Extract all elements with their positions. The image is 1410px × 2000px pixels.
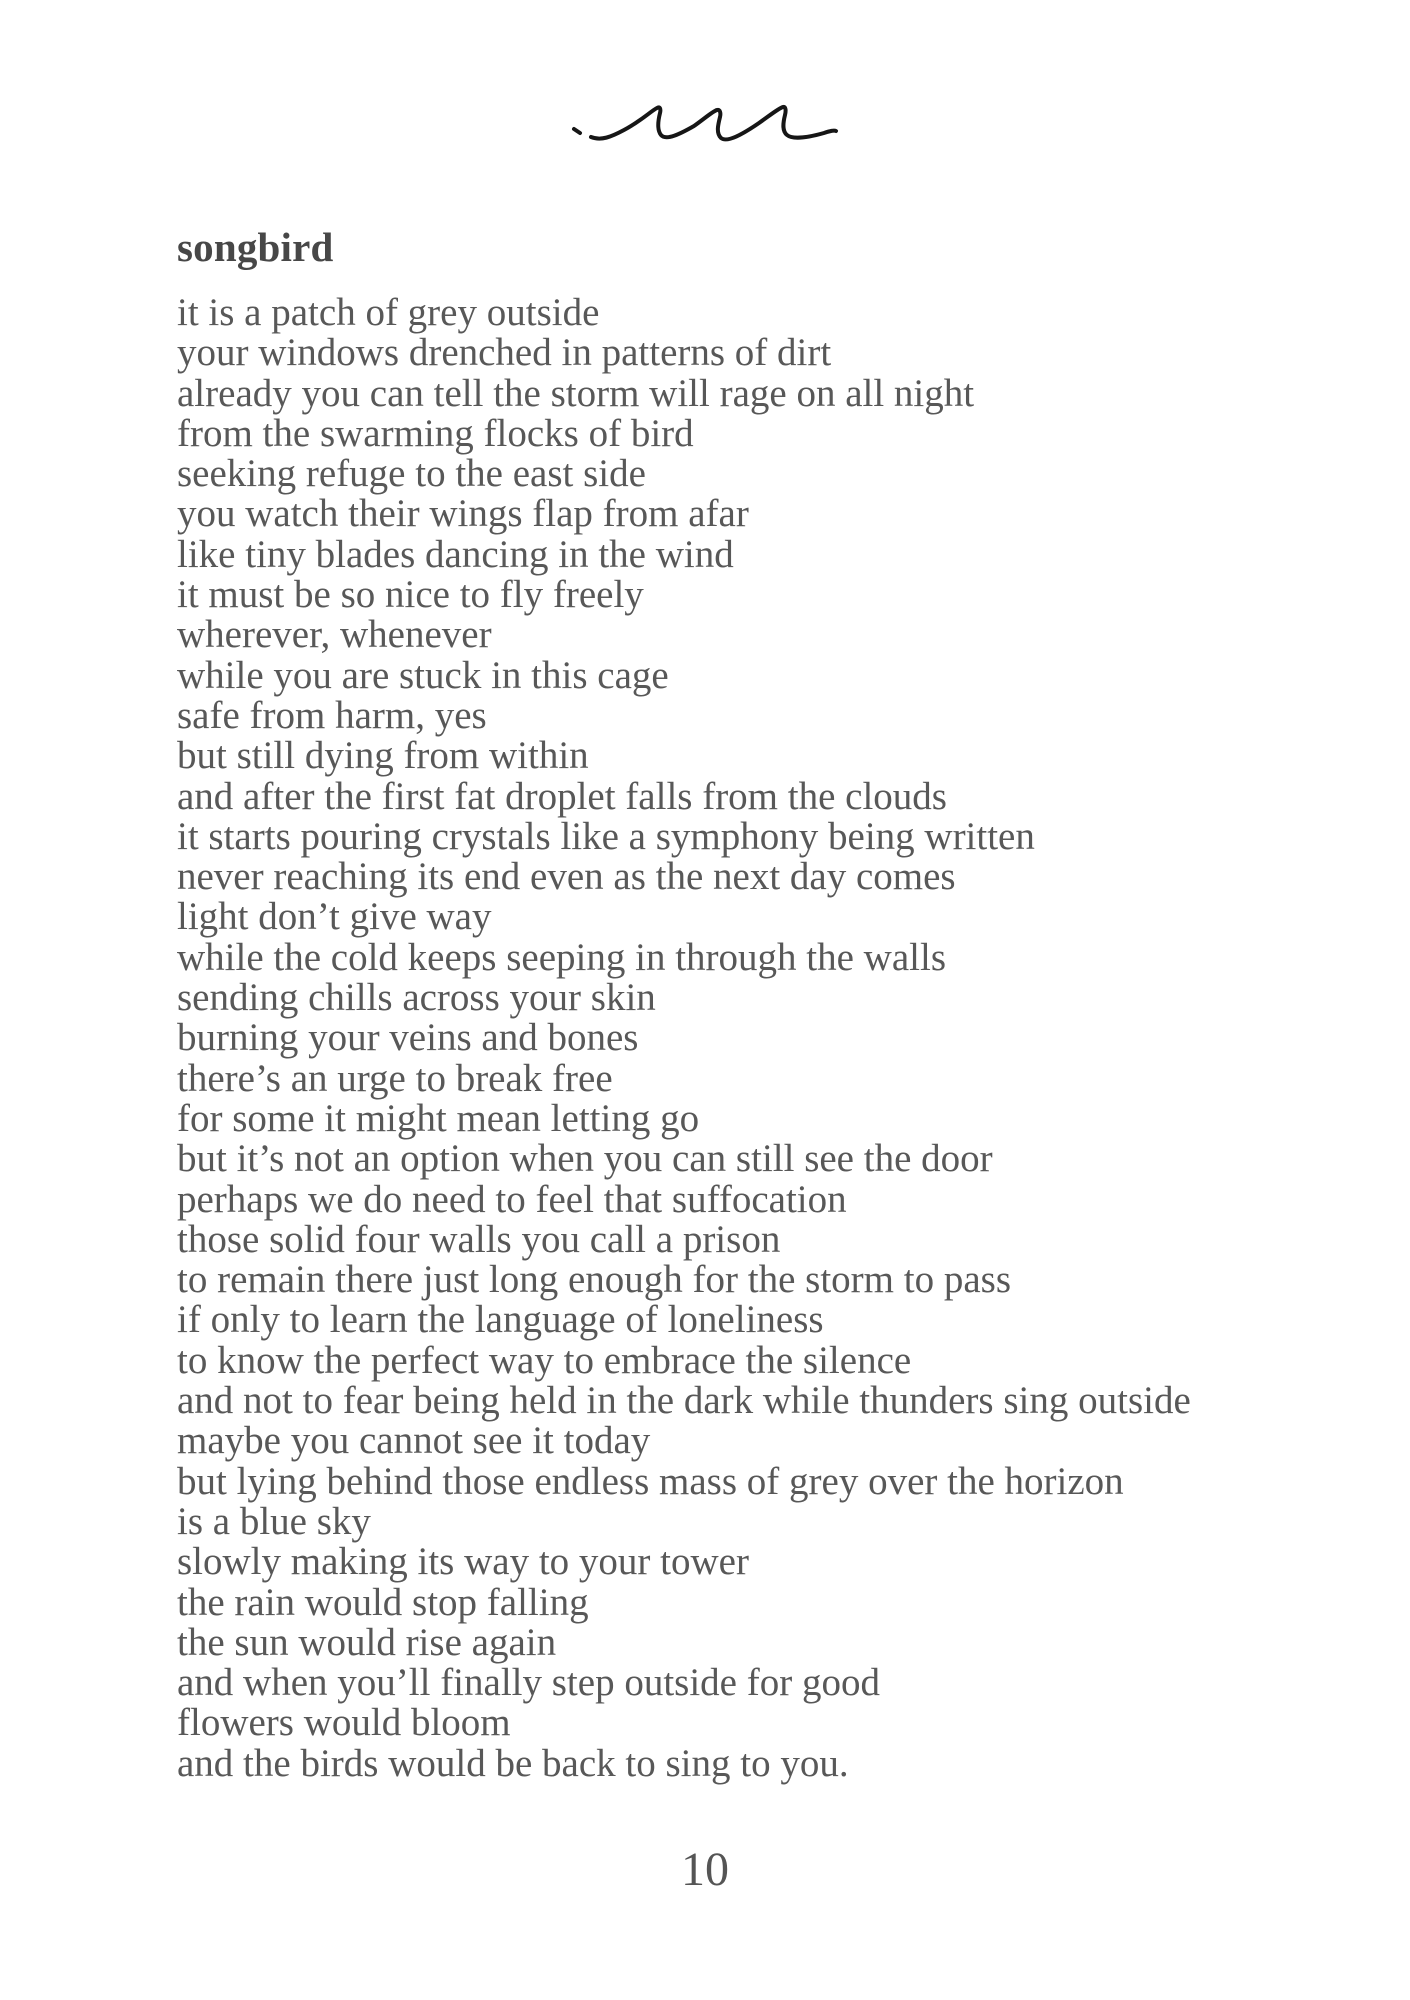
poem-line: you watch their wings flap from afar (177, 492, 749, 536)
wave-doodle-dot (574, 129, 580, 133)
poem-line: while the cold keeps seeping in through the walls (177, 935, 946, 979)
poem-line: sending chills across your skin (177, 976, 656, 1020)
wave-doodle (560, 88, 850, 152)
poem-line: perhaps we do need to feel that suffocation (177, 1177, 847, 1221)
poem-line: to remain there just long enough for the storm to pass (177, 1258, 1012, 1302)
poem-body (177, 293, 1297, 1784)
poem-line: it is a patch of grey outside (177, 291, 600, 334)
poem-line: already you can tell the storm will rage on all night (177, 371, 975, 415)
poem-line: and when you’ll finally step outside for good (177, 1661, 880, 1705)
poem-line: for some it might mean letting go (177, 1096, 700, 1140)
poem-line: there’s an urge to break free (177, 1056, 613, 1100)
poem-line: and not to fear being held in the dark while thunders sing outside (177, 1379, 1191, 1423)
poem-line: light don’t give way (177, 895, 492, 939)
poem-line: to know the perfect way to embrace the silence (177, 1338, 912, 1382)
poem-line: wherever, whenever (177, 613, 492, 657)
poem-line: your windows drenched in patterns of dirt (177, 331, 832, 375)
page-number: 10 (681, 1843, 729, 1896)
poem-line: safe from harm, yes (177, 693, 487, 737)
poem-line: but still dying from within (177, 734, 589, 778)
poem-line: it starts pouring crystals like a symphony being written (177, 814, 1035, 858)
poem-line: is a blue sky (177, 1499, 371, 1543)
poem-line: burning your veins and bones (177, 1016, 639, 1060)
poem-line: the sun would rise again (177, 1620, 557, 1664)
poem-line: while you are stuck in this cage (177, 653, 669, 697)
poem-line: seeking refuge to the east side (177, 452, 646, 496)
poem-line: but it’s not an option when you can still see the door (177, 1137, 993, 1181)
poem-line: it must be so nice to fly freely (177, 573, 644, 617)
poem-line: maybe you cannot see it today (177, 1419, 651, 1463)
poem-line: flowers would bloom (177, 1701, 511, 1745)
poem-line: and after the first fat droplet falls from the clouds (177, 774, 947, 818)
wave-doodle-line (591, 107, 836, 140)
poem-line: if only to learn the language of loneliness (177, 1298, 824, 1342)
poem-line: slowly making its way to your tower (177, 1540, 749, 1584)
poem-line: but lying behind those endless mass of grey over the horizon (177, 1459, 1124, 1503)
poem-line: never reaching its end even as the next day comes (177, 855, 956, 899)
poem-title: songbird (177, 224, 334, 270)
poem-line: from the swarming flocks of bird (177, 411, 694, 455)
poem-line: the rain would stop falling (177, 1580, 589, 1624)
poem-line: like tiny blades dancing in the wind (177, 532, 734, 576)
poem-line: those solid four walls you call a prison (177, 1217, 781, 1261)
poem-line: and the birds would be back to sing to you. (177, 1741, 849, 1785)
